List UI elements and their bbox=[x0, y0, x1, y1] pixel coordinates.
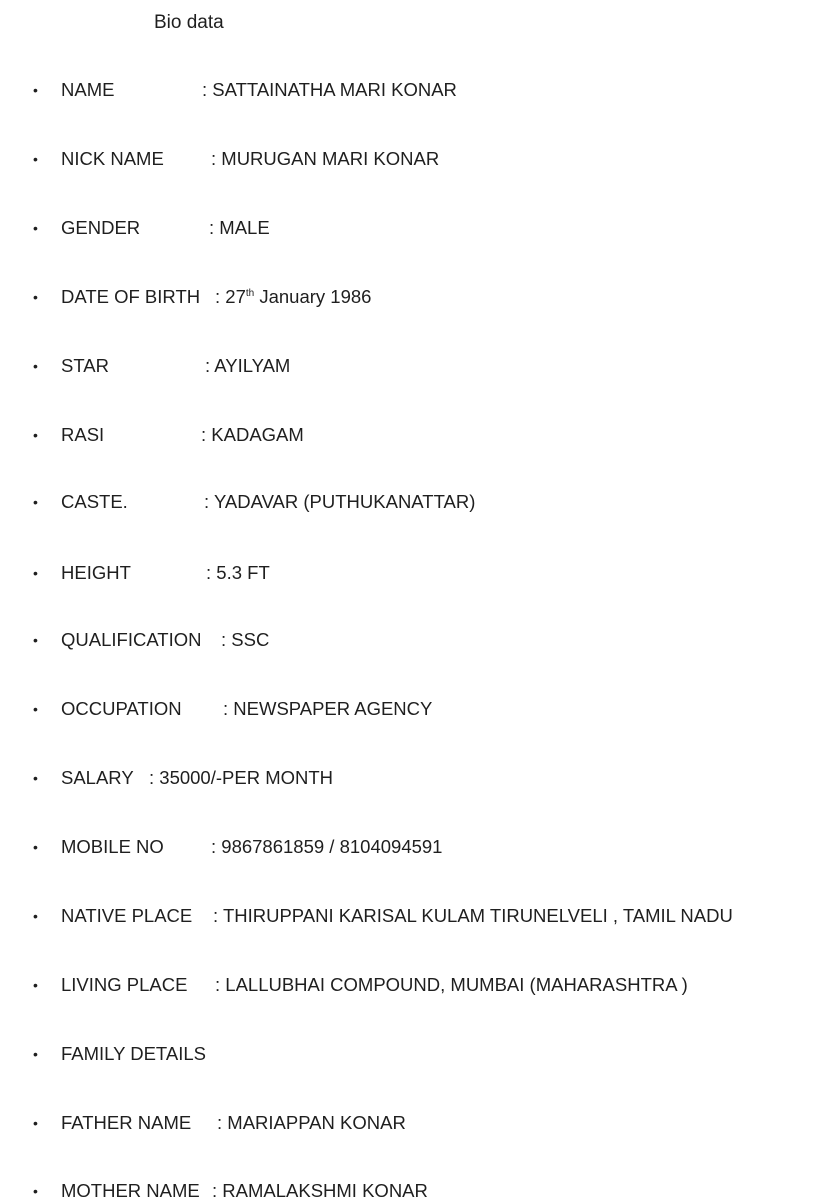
field-label: CASTE. bbox=[61, 491, 128, 512]
field-label: QUALIFICATION bbox=[61, 629, 202, 650]
bullet-icon: • bbox=[33, 1183, 38, 1199]
field-value: : RAMALAKSHMI KONAR bbox=[212, 1180, 428, 1201]
field-label: FATHER NAME bbox=[61, 1112, 192, 1133]
field-value: : NEWSPAPER AGENCY bbox=[223, 698, 433, 719]
field-value: : 5.3 FT bbox=[206, 562, 270, 583]
dob-month-year: January 1986 bbox=[254, 286, 372, 307]
field-value: : MARIAPPAN KONAR bbox=[217, 1112, 406, 1133]
bullet-icon: • bbox=[33, 220, 38, 236]
field-label: FAMILY DETAILS bbox=[61, 1043, 206, 1064]
bullet-icon: • bbox=[33, 358, 38, 374]
dob-day: : 27 bbox=[215, 286, 246, 307]
field-value: : LALLUBHAI COMPOUND, MUMBAI (MAHARASHTRA ) bbox=[215, 974, 688, 995]
field-value: : KADAGAM bbox=[201, 424, 304, 445]
field-label: MOBILE NO bbox=[61, 836, 164, 857]
field-label: GENDER bbox=[61, 217, 141, 238]
field-value: : MALE bbox=[209, 217, 270, 238]
field-label: STAR bbox=[61, 355, 109, 376]
bullet-icon: • bbox=[33, 494, 38, 510]
field-value: : SSC bbox=[221, 629, 270, 650]
field-value: : 9867861859 / 8104094591 bbox=[211, 836, 443, 857]
field-value: : THIRUPPANI KARISAL KULAM TIRUNELVELI , TAMIL NADU bbox=[213, 905, 733, 926]
document-title: Bio data bbox=[154, 12, 224, 33]
field-label: MOTHER NAME bbox=[61, 1180, 200, 1201]
field-label: OCCUPATION bbox=[61, 698, 182, 719]
field-label: NAME bbox=[61, 79, 115, 100]
field-value bbox=[215, 284, 371, 310]
field-label: RASI bbox=[61, 424, 105, 445]
field-label: SALARY bbox=[61, 767, 134, 788]
bullet-icon: • bbox=[33, 632, 38, 648]
field-label: NATIVE PLACE bbox=[61, 905, 193, 926]
bullet-icon: • bbox=[33, 839, 38, 855]
bullet-icon: • bbox=[33, 289, 38, 305]
bullet-icon: • bbox=[33, 770, 38, 786]
field-value: : 35000/-PER MONTH bbox=[149, 767, 334, 788]
bullet-icon: • bbox=[33, 701, 38, 717]
bullet-icon: • bbox=[33, 565, 38, 581]
bullet-icon: • bbox=[33, 427, 38, 443]
field-value: : MURUGAN MARI KONAR bbox=[211, 148, 440, 169]
bullet-icon: • bbox=[33, 82, 38, 98]
dob-ordinal-suffix: th bbox=[245, 287, 255, 299]
field-label: LIVING PLACE bbox=[61, 974, 188, 995]
field-value: : SATTAINATHA MARI KONAR bbox=[202, 79, 457, 100]
bullet-icon: • bbox=[33, 977, 38, 993]
bullet-icon: • bbox=[33, 1115, 38, 1131]
bullet-icon: • bbox=[33, 151, 38, 167]
field-value: : AYILYAM bbox=[205, 355, 291, 376]
field-label: HEIGHT bbox=[61, 562, 131, 583]
field-label: DATE OF BIRTH bbox=[61, 286, 201, 307]
field-value: : YADAVAR (PUTHUKANATTAR) bbox=[204, 491, 476, 512]
bullet-icon: • bbox=[33, 1046, 38, 1062]
field-label: NICK NAME bbox=[61, 148, 164, 169]
bullet-icon: • bbox=[33, 908, 38, 924]
